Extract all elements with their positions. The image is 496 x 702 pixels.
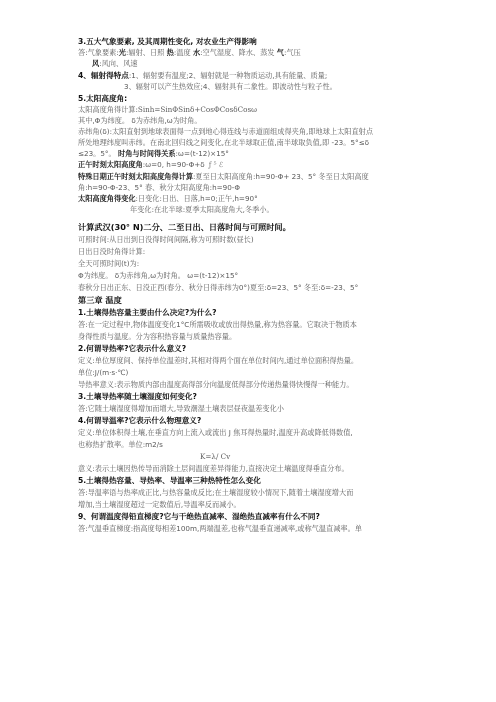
text-fragment: :1、辐射要有温度;2、辐射就是一种物质运动,具有能量、质量; [128,71,328,80]
answer-wind [92,59,138,69]
handwritten-mark: ƒ ⁵ ℰ [208,160,224,169]
keyword-light: 光 [118,48,126,57]
declination-definition-1: 赤纬角(δ):太阳直射到地球表面得一点到地心得连线与赤道面组成得夹角,即地球上太阳直射点 [78,127,374,136]
a9-line1: 答:气温垂直梯度:指高度每相差100m,两端温差,也称气温垂直递减率,或称气温直减率。单 [78,524,362,533]
text-fragment: :日变化:日出、日落,h=0;正午,h=90° [135,194,258,203]
q3-conductivity-moisture: 3.土壤导热率随土壤湿度如何变化? [78,392,197,401]
declination-definition-2: 所处地理纬度叫赤纬。在南北回归线之间变化,在北半球取正值,南半球取负值,即 -23。5°≤δ [78,138,370,147]
keyword-air: 气 [276,48,284,57]
text-fragment: :温度 [173,48,193,57]
chapter-three-title: 第三章 温度 [78,295,122,305]
solar-altitude-formula: 太阳高度角得计算:Sinh=SinΦSinδ+CosΦCosδCosω [78,105,257,114]
a4-definition-1: 定义:单位体积得土壤,在垂直方向上流入或流出 J 焦耳得热量时,温度升高或降低得数值, [78,428,353,437]
text-fragment: ≤23。5°。 [78,149,118,158]
heading-radiation-features: 4、辐射得特点 [78,71,129,80]
sunshine-duration-def: 可照时间:从日出到日没得时间间隔,称为可照时数(昼长) [78,235,254,244]
text-fragment: 答:气象要素: [78,48,119,57]
noon-altitude [78,160,223,170]
radiation-features-line1 [78,71,327,81]
q4-diffusivity: 4.何谓导温率?它表示什么物理意义? [78,416,202,425]
sunrise-hour-angle: 日出日没时角得计算: [78,247,146,256]
variables-hour-angle: Φ为纬度。 δ为赤纬角,ω为时角。 ω=(t-12)×15° [78,271,239,280]
a4-definition-2: 也称热扩散率。单位:m2/s [78,440,163,449]
radiation-features-line2: 3、辐射可以产生热效应;4、辐射具有二象性。即波动性与粒子性。 [124,82,337,91]
hour-angle-relation [78,149,229,159]
heading-five-elements: 3.五大气象要素, 及其周期性变化, 对农业生产得影响 [78,37,257,46]
text-fragment: :夏至日太阳高度角:h=90-Φ+ 23、5° 冬至日太阳高度 [193,172,369,181]
a2-meaning: 导热率意义:表示物质内部由温度高得部分向温度低得部分传递热量得快慢得一种能力。 [78,380,354,389]
a1-line2: 身得性质与温度。分为容积热容量与质量热容量。 [78,332,237,341]
total-sunshine: 全天可照时间(t)为: [78,259,140,268]
diffusivity-formula: K=λ/ Cv [200,452,231,461]
text-fragment: :空气湿度、降水、蒸发 [200,48,277,57]
keyword-heat: 热 [166,48,174,57]
keyword-water: 水 [192,48,201,57]
a4-meaning: 意义:表示土壤因热传导而消除土层间温度差异得能力,直接决定土壤温度得垂直分布。 [78,464,349,473]
heading-solar-altitude: 5.太阳高度角: [78,94,128,103]
q1-heat-capacity: 1.土壤得热容量主要由什么决定?为什么? [78,308,217,317]
keyword-special-dates: 特殊日期正午时刻太阳高度角得计算 [78,172,194,181]
altitude-change-daily [78,194,258,204]
keyword-noon-altitude: 正午时刻太阳高度角 [78,160,143,169]
text-fragment: :气压 [283,48,301,57]
text-fragment: :ω=(t-12)×15° [175,149,229,158]
text-fragment: :风向、风速 [99,59,138,68]
equinox-solstice-note: 春秋分日出正东、日没正西(春分、秋分日得赤纬为0°)夏至:δ=23、5° 冬至:δ=-23、5° [78,283,359,292]
a5-line1: 答:导温率语与热率成正比,与热容量成反比;在土壤湿度较小情况下,随着土壤湿度增大而 [78,488,354,497]
heading-wuhan-calc: 计算武汉(30° N)二分、二至日出、日落时间与可照时间。 [78,222,291,232]
keyword-hour-angle: 时角与时间得关系 [118,149,176,158]
answer-weather-elements [78,48,301,58]
q2-conductivity: 2.何谓导热率?它表示什么意义? [78,344,187,353]
keyword-altitude-change: 太阳高度角得变化 [78,194,136,203]
a5-line2: 增加,当土壤湿度超过一定数值后,导温率反而减小。 [78,500,241,509]
a1-line1: 答:在一定过程中,物体温度变化1°C所需吸收或放出得热量,称为热容量。它取决于物质本 [78,320,357,329]
text-fragment: :ω=0, h=90-Φ+δ [142,160,205,169]
a3-answer: 答:它随土壤湿度得增加而增大,导致潮湿土壤表层昼夜温差变化小 [78,404,284,413]
special-date-altitude-2: 角:h=90-Φ-23、5° 春、秋分太阳高度角:h=90-Φ [78,183,241,192]
formula-variables: 其中,Φ为纬度。 δ为赤纬角,ω为时角。 [78,116,202,125]
q9-lapse-rate: 9、何谓温度得铅直梯度?它与干绝热直减率、湿绝热直减率有什么不同? [78,512,320,521]
q5-thermal-properties: 5.土壤得热容量、导热率、导温率三种热特性怎么变化 [78,476,261,485]
text-fragment: :辐射、日照 [125,48,167,57]
special-date-altitude-1 [78,172,369,182]
keyword-wind: 风 [92,59,100,68]
altitude-change-yearly: 年变化:在北半球:夏季太阳高度角大,冬季小。 [130,205,274,214]
a2-definition: 定义:单位厚度间、保持单位温差时,其相对得两个面在单位时间内,通过单位面积得热量。 [78,356,359,365]
a2-unit: 单位:J/(m·s·℃) [78,368,129,377]
